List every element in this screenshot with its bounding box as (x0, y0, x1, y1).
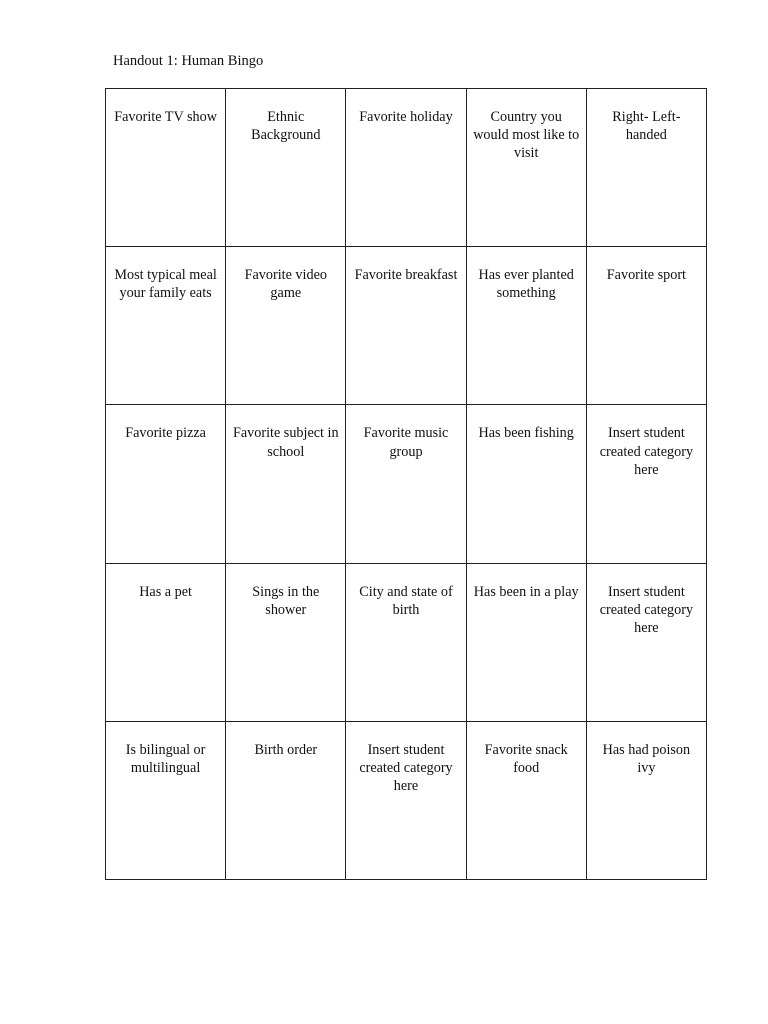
bingo-cell: City and state of birth (346, 564, 466, 722)
bingo-cell: Sings in the shower (226, 564, 346, 722)
bingo-cell: Is bilingual or multilingual (106, 722, 226, 880)
bingo-cell: Insert student created category here (346, 722, 466, 880)
bingo-cell: Has been in a play (467, 564, 587, 722)
bingo-cell: Favorite TV show (106, 89, 226, 247)
bingo-cell: Has had poison ivy (587, 722, 707, 880)
bingo-cell: Insert student created category here (587, 564, 707, 722)
bingo-cell: Favorite subject in school (226, 405, 346, 563)
bingo-cell: Ethnic Background (226, 89, 346, 247)
bingo-cell: Favorite breakfast (346, 247, 466, 405)
handout-title: Handout 1: Human Bingo (113, 53, 264, 69)
bingo-cell: Favorite video game (226, 247, 346, 405)
bingo-cell: Country you would most like to visit (467, 89, 587, 247)
bingo-cell: Has been fishing (467, 405, 587, 563)
bingo-cell: Most typical meal your family eats (106, 247, 226, 405)
bingo-grid (105, 88, 707, 880)
bingo-cell: Has a pet (106, 564, 226, 722)
bingo-cell: Favorite music group (346, 405, 466, 563)
bingo-cell: Favorite holiday (346, 89, 466, 247)
bingo-cell: Favorite pizza (106, 405, 226, 563)
bingo-cell: Favorite sport (587, 247, 707, 405)
bingo-cell: Favorite snack food (467, 722, 587, 880)
bingo-cell: Birth order (226, 722, 346, 880)
bingo-cell: Has ever planted something (467, 247, 587, 405)
bingo-cell: Insert student created category here (587, 405, 707, 563)
bingo-cell: Right- Left-handed (587, 89, 707, 247)
